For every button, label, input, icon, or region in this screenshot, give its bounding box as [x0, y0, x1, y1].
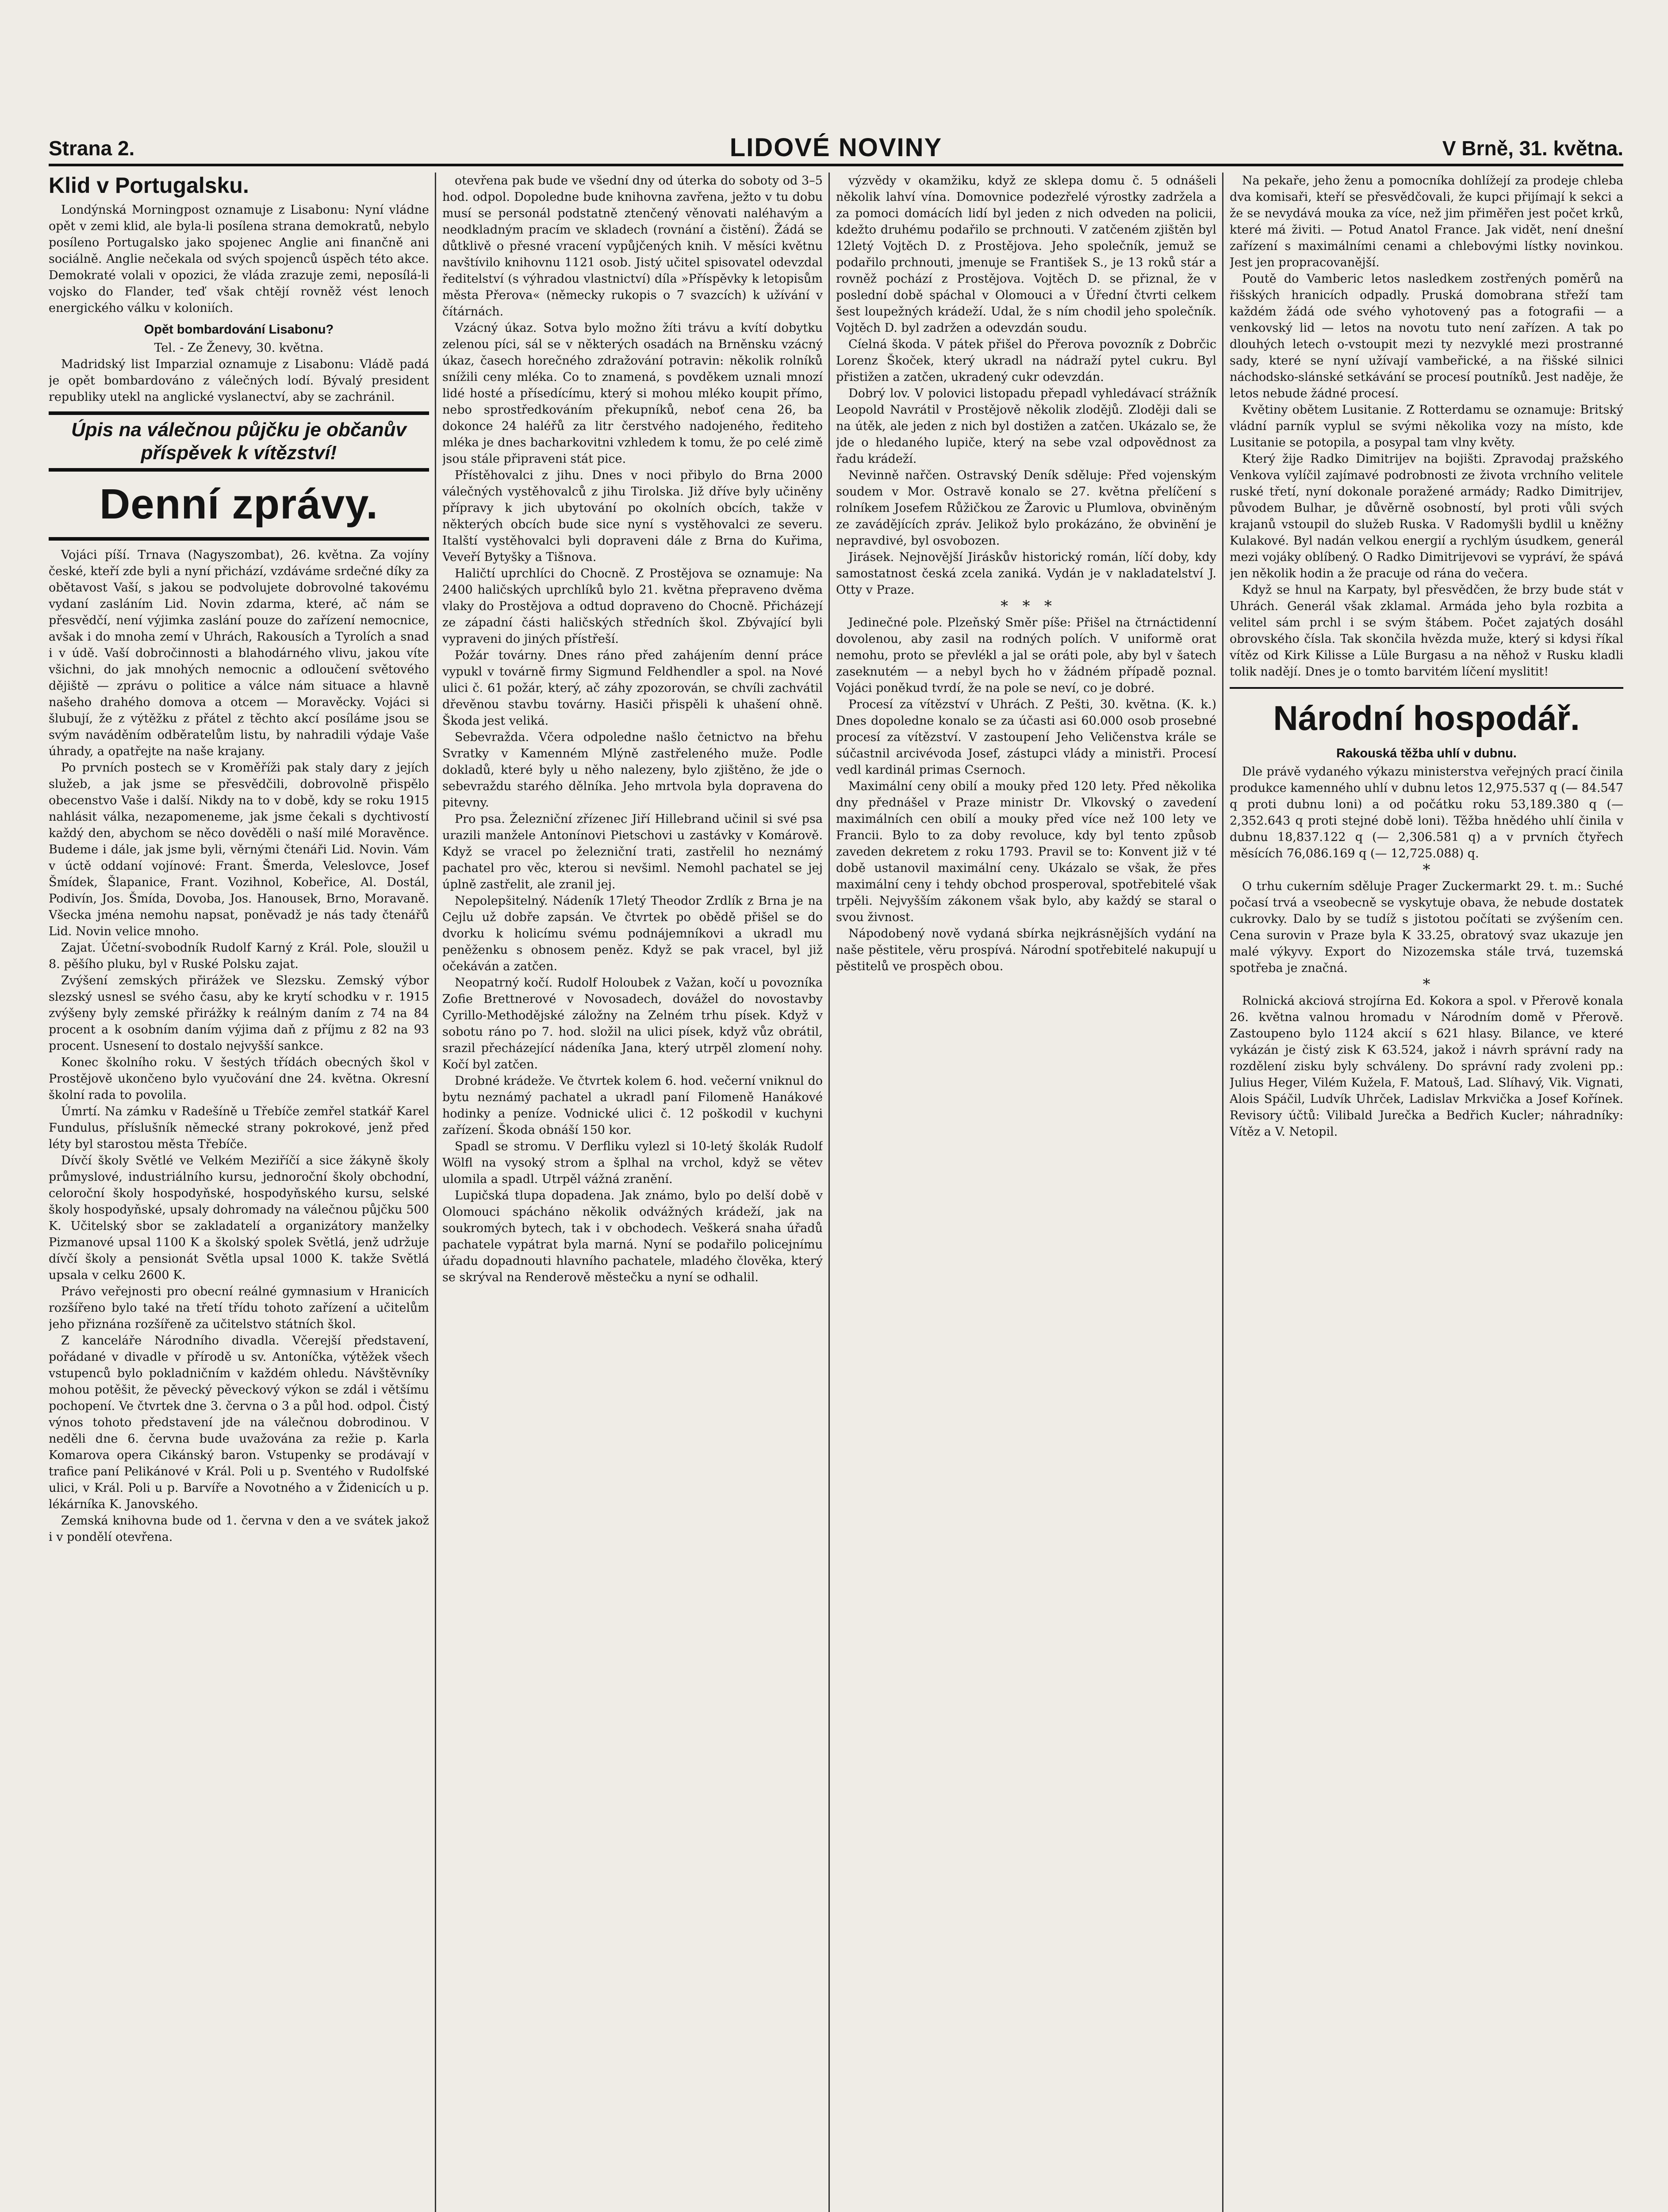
column-rule	[828, 173, 830, 2212]
article-paragraph: Londýnská Morningpost oznamuje z Lisabonu: Nyní vládne opět v zemi klid, ale byla-li posílena strana demokratů, nebylo posíleno Portugalsko jako spojenec Anglie ani finančně ani sociálně. Anglie nečekala od svých spojenců úspěch této akce. Demokraté volali v opozici, že vláda zrazuje zemi, neposílá-li vojsko do Flander, teď však chtějí rovněž vést lenoch energického válku v koloniích.	[49, 203, 429, 315]
article-paragraph: Jedinečné pole. Plzeňský Směr píše: Přišel na čtrnáctidenní dovolenou, aby zasil na rodných polích. V uniformě orat nemohu, proto se převlékl a jal se oráti pole, aby byl v šatech zaseknutém — a nebyl bych ho v žádném případě poznal. Vojáci poněkud tvrdí, že na pole se neví, co je dobré.	[836, 616, 1216, 695]
article-paragraph: Dobrý lov. V polovici listopadu přepadl vyhledávací strážník Leopold Navrátil v Prostějově několik zlodějů. Zloději dali se na útěk, ale jeden z nich byl dostižen a zatčen. Ukázalo se, že jde o hledaného lupiče, který na sebe vzal odpovědnost za řadu krádeží.	[836, 387, 1216, 466]
column-rule	[435, 173, 436, 2212]
article-paragraph: Vzácný úkaz. Sotva bylo možno žíti trávu a kvítí dobytku zelenou píci, sál se v některých osadách na Brněnsku vzácný úkaz, časech horečného zdražování potravin: několik rolníků snížili ceny mléka. Co to znamená, s povděkem uznali mnozí lidé hosté a přísedícímu, který si mohou mléko koupit přímo, nebo sprostředkováním překupníků, neboť cena 26, ba dokonce 24 haléřů za litr čerstvého nadojeného, řediteho mléka je dnes bacharkovitni vzhledem k tomu, že po celé zimě jsou stále připraveni stát pice.	[442, 321, 823, 466]
article-paragraph: Zemská knihovna bude od 1. června v den a ve svátek jakož i v pondělí otevřena.	[49, 1514, 429, 1544]
article-paragraph: Pro psa. Železniční zřízenec Jiří Hillebrand učinil si své psa urazili manžele Antonínovi Pietschovi u zastávky v Komárově. Když se vracel po železniční trati, zastřelil ho neznámý pachatel pro věc, kterou si nevšiml. Nemohl pachatel se jej úplně zastřelit, ale zranil jej.	[442, 812, 823, 891]
issue-date: V Brně, 31. května.	[1442, 137, 1623, 160]
article-paragraph: Po prvních postech se v Kroměříži pak staly dary z jejích služeb, a jak jsme se přesvědčili, dobrovolně přispělo obecenstvo Vaše i další. Nikdy na to v době, kdy se roku 1915 nahlásit válka, nezapomeneme, jak jsme čekali s dychtivostí každý den, abychom se něco dověděli o naší milé Moravěnce. Budeme i dále, jak jsme byli, věrnými čtenáři Lid. Novin. Vám v úctě oddaní vojínové: Frant. Šmerda, Veleslovce, Josef Šmídek, Šlapanice, Frant. Vozihnol, Kobeřice, Al. Dostál, Podivín, Jos. Šmída, Dovoba, Jos. Hanousek, Brno, Moravaně. Všecka jména nemohu napsat, poněvadž je nás tady čtenářů Lid. Novin velice mnoho.	[49, 761, 429, 938]
subheadline-coal: Rakouská těžba uhlí v dubnu.	[1336, 746, 1517, 760]
headline-economy: Národní hospodář.	[1273, 699, 1580, 737]
section-bar	[49, 537, 429, 541]
article-paragraph: Nevinně nařčen. Ostravský Deník sděluje: Před vojenským soudem v Mor. Ostravě konalo se 27. května přelíčení s rolníkem Josefem Růžičkou ze Žarovic u Plumlova, obviněným ze zavádějících zpráv. Jelikož bylo prokázáno, že obvinění je nepravdivé, byl osvobozen.	[836, 469, 1216, 548]
war-loan-appeal: Úpis na válečnou půjčku je občanův příspěvek k vítězství!	[49, 411, 429, 472]
article-paragraph: Haličtí uprchlíci do Chocně. Z Prostějova se oznamuje: Na 2400 haličských uprchlíků bylo 21. května přepraveno dvěma vlaky do Prostějova a odtud dopraveno do Chocně. Přicházejí ze západní části haličských středních škol. Zbývající byli vypraveni do jiných přístřeší.	[442, 567, 823, 646]
article-paragraph: O trhu cukerním sděluje Prager Zuckermarkt 29. t. m.: Suché počasí trvá a vseobecně se vyskytuje obava, že nebude dostatek cukrovky. Dalo by se tudíž s jistotou počítati se zvýšením cen. Cena surovin v Praze byla K 33.25, obratový svaz ukazuje jen malé výkyvy. Export do Nizozemska stále trvá, tuzemská spotřeba je značná.	[1230, 879, 1623, 975]
separator-star: *	[1423, 861, 1430, 879]
article-paragraph: Lupičská tlupa dopadena. Jak známo, bylo po delší době v Olomouci spácháno několik odvážných krádeží, jak na soukromých bytech, tak i v obchodech. Veškerá snaha úřadů pachatele vypátrat byla marná. Nyní se podařilo policejnímu úřadu dopadnouti hlavního pachatele, mladého člověka, který se skrýval na Renderově městečku a nyní se odhalil.	[442, 1189, 823, 1284]
article-paragraph: Drobné krádeže. Ve čtvrtek kolem 6. hod. večerní vniknul do bytu neznámý pachatel a ukradl paní Filomeně Hanákové hodinky a peníze. Vodnické ulici č. 12 poškodil v kuchyni zařízení. Škoda obnáší 150 kor.	[442, 1074, 823, 1137]
separator-stars: * * *	[1001, 597, 1052, 615]
headline-portugal: Klid v Portugalsku.	[49, 173, 249, 198]
article-paragraph: výzvědy v okamžiku, když ze sklepa domu č. 5 odnášeli několik lahví vína. Domovnice podezřelé výrostky zadržela a za pomoci domácích lidí byl jeden z nich odveden na policii, kdežto druhému podařilo se prchnouti. V zatčeném zjištěn byl 12letý Vojtěch D. z Prostějova. Jeho společník, jemuž se podařilo prchnouti, jmenuje se František S., je 13 roků stár a rovněž pochází z Prostějova. Vojtěch D. se přiznal, že v poslední době spáchal v Olomouci a v Úřední čtvrti celkem šest loupežných krádeží. Udal, že s ním chodil jeho společník. Vojtěch D. byl zadržen a odevzdán soudu.	[836, 174, 1216, 335]
column-4	[1230, 173, 1623, 2212]
article-paragraph: Zvýšení zemských přirážek ve Slezsku. Zemský výbor slezský usnesl se svého času, aby ke krytí schodku v r. 1915 zvýšeny byly zemské přirážky k reálným daním z 74 na 84 procent a k osobním daním výjima daň z příjmu z 82 na 93 procent. Usnesení to dostalo nejvyšší sankce.	[49, 974, 429, 1053]
article-paragraph: Dívčí školy Světlé ve Velkém Meziříčí a sice žákyně školy průmyslové, industriálního kursu, jednoroční školy obchodní, celoroční školy hospodyňské, hospodyňského kursu, selské školy hospodyňské, upsaly dohromady na válečnou půjčku 500 K. Učitelský sbor se zakladatelí a organizátory manželky Pizmanové upsal 1100 K a školský spolek Světlá, jenž udržuje dívčí školy a pensionát Světla upsal 1000 K. takže Světlá upsala v celku 2600 K.	[49, 1154, 429, 1282]
article-paragraph: otevřena pak bude ve všední dny od úterka do soboty od 3–5 hod. odpol. Dopoledne bude knihovna zavřena, ježto v tu dobu musí se personál podstatně ztenčený věnovati naléhavým a neodkladným pracím ve skladech (rovnání a čistění). Žádá se důtklivě o přesné vracení vypůjčených knih. V měsíci květnu navštívilo knihovnu 1121 osob. Jistý učitel spisovatel odevzdal ředitelství (s výhradou vlastnictví) díla »Příspěvky k letopisům města Přerova« (německy rukopis o 7 svazcích) k užívání v čítárnách.	[442, 174, 823, 319]
subheadline-bombardment: Opět bombardování Lisabonu?	[144, 323, 334, 337]
article-paragraph: Právo veřejnosti pro obecní reálné gymnasium v Hranicích rozšířeno bylo také na třetí třídu tohoto zařízení a učitelům jeho přiznána rozšířeně za učitelstvo státních škol.	[49, 1285, 429, 1331]
article-paragraph: Poutě do Vamberic letos nasledkem zostřených poměrů na řišských hranicích odpadly. Pruská domobrana střeží tam každém žádá ode svého vyhotovený pas a fotografii — a venkovský lid — letos na novotu tuto není zařízen. A tak po dlouhých letech o-vstoupit mezi ty nezvyklé mezi prostranné sady, které se nyní užívají vambeřické, a na řišské silnici náchodsko-slánské setkávání se procesí poutníků. Jest naděje, že letos nebude žádné procesí.	[1230, 272, 1623, 400]
article-paragraph: Procesí za vítězství v Uhrách. Z Pešti, 30. května. (K. k.) Dnes dopoledne konalo se za účasti asi 60.000 osob prosebné procesí za vítězství. V zastoupení Jeho Veličenstva krále se súčastnil arcivévoda Josef, zástupci vlády a ministři. Procesí vedl kardinál primas Csernoch.	[836, 698, 1216, 777]
article-paragraph: Jirásek. Nejnovější Jiráskův historický román, líčí doby, kdy samostatnost česká zcela zaniká. Vydán je v nakladatelství J. Otty v Praze.	[836, 550, 1216, 597]
page-number: Strana 2.	[49, 137, 135, 160]
separator-star: *	[1423, 975, 1430, 993]
column-rule	[1222, 173, 1223, 2212]
dateline: Tel. - Ze Ženevy, 30. května.	[154, 341, 324, 355]
newspaper-title: LIDOVÉ NOVINY	[729, 133, 943, 162]
article-paragraph: Spadl se stromu. V Derfliku vylezl si 10-letý školák Rudolf Wölfl na vysoký strom a šplhal na vrchol, když se větev ulomila a spadl. Utrpěl vážná zranění.	[442, 1140, 823, 1186]
article-paragraph: Zajat. Účetní-svobodník Rudolf Karný z Král. Pole, sloužil u 8. pěšího pluku, byl v Ruské Polsku zajat.	[49, 941, 429, 971]
article-paragraph: Úmrtí. Na zámku v Radešíně u Třebíče zemřel statkář Karel Fundulus, příslušník německé strany pokrokové, jenž před léty byl starostou města Třebíče.	[49, 1105, 429, 1151]
article-paragraph: Neopatrný kočí. Rudolf Holoubek z Važan, kočí u povozníka Zofie Brettnerové v Novosadech, dovážel do novostavby Cyrillo-Methodějské záložny na Zelném trhu písek. Když v sobotu ráno po 7. hod. složil na ulici písek, když vůz obrátil, srazil přecházející nádeníka Jana, který utrpěl zlomení nohy. Kočí byl zatčen.	[442, 976, 823, 1071]
article-paragraph: Nepolepšitelný. Nádeník 17letý Theodor Zrdlík z Brna je na Cejlu už dobře zapsán. Ve čtvrtek po obědě přišel se do dvorku k holicímu svému podnájemníkovi a ukradl mu peněženku s obnosem peněz. Když se pak vracel, byl již očekáván a zatčen.	[442, 894, 823, 973]
article-paragraph: Nápodobený nově vydaná sbírka nejkrásnějších vydání na naše pěstitele, věru prospívá. Národní spotřebitelé nakupují u pěstitelů ve prospěch obou.	[836, 927, 1216, 973]
column-3	[836, 173, 1216, 2212]
article-paragraph: Cíelná škoda. V pátek přišel do Přerova povozník z Dobrčic Lorenz Škoček, který ukradl na nádraží pytel cukru. Byl přistižen a zatčen, ukradený cukr odevzdán.	[836, 338, 1216, 384]
article-paragraph: Maximální ceny obilí a mouky před 120 lety. Před několika dny přednášel v Praze ministr Dr. Vlkovský o zavedení maximálních cen obilí a mouky před více než 100 lety ve Francii. Bylo to za doby revoluce, kdy byl tento způsob zaveden dekretem z roku 1793. Pravil se to: Konvent již v té době ustanovil maximální ceny. Ukázalo se však, že přes maximální ceny i tehdy obchod prosperoval, spotřebitelé však trpěli. Nejvyšším zákonem však bylo, aby každý se staral o svou živnost.	[836, 780, 1216, 924]
article-paragraph: Když se hnul na Karpaty, byl přesvědčen, že brzy bude stát v Uhrách. Generál však zklamal. Armáda jeho byla rozbita a velitel sám prchl i se svým štábem. Počet zajatých dosáhl obrovského čísla. Tak skončila hvězda muže, který si kdysi říkal vítěz od Kirk Kilisse a Lüle Burgasu a na něhož v Rusku kladli tolik nadějí. Dnes je o tomto barvitém líčení myslitit!	[1230, 583, 1623, 679]
headline-daily-news: Denní zprávy.	[99, 480, 379, 528]
article-paragraph: Na pekaře, jeho ženu a pomocníka dohlížejí za prodeje chleba dva komisaři, kteří se přesvědčovali, že kupci přijímají k sekci a že se nevydává mouka za více, než jim přiměřen jest počet krků, které má živiti. — Potud Anatol France. Jak vidět, není dnešní zařízení s maximálními cenami a chlebovými lístky novinkou. Jest jen propracovanější.	[1230, 174, 1623, 269]
article-paragraph: Květiny obětem Lusitanie. Z Rotterdamu se oznamuje: Britský vládní parník vyplul se svými několika vozy na místo, kde Lusitanie se potopila, a posypal tam vlny květy.	[1230, 403, 1623, 449]
article-paragraph: Který žije Radko Dimitrijev na bojišti. Zpravodaj pražského Venkova vylíčil zajímavé podrobnosti ze života vrchního velitele ruské třetí, nyní dokonale poražené armády; Radko Dimitrijev, původem Bulhar, je důvěrně osobností, byl proti vůli svých krajanů vstoupil do služeb Ruska. V Radomyšli bydlil u kněžny Kulakové. Byl nadán velkou energií a rychlým úsudkem, generál mezi vojáky oblíbený. O Radko Dimitrijevovi se vypráví, že spává jen několik hodin a že pracuje od rána do večera.	[1230, 452, 1623, 580]
column-1	[49, 173, 429, 2212]
article-paragraph: Dle právě vydaného výkazu ministerstva veřejných prací činila produkce kamenného uhlí v dubnu letos 12,975.537 q (— 84.547 q proti dubnu loni) a od počátku roku 53,189.380 q (— 2,352.643 q proti stejné době loni). Těžba hnědého uhlí činila v dubnu 18,837.122 q (— 2,306.581 q) a v prvních čtyřech měsících 76,086.169 q (— 12,725.088) q.	[1230, 765, 1623, 860]
article-paragraph: Sebevražda. Včera odpoledne našlo četnictvo na břehu Svratky v Kamenném Mlýně zastřeleného muže. Podle dokladů, které byly u něho nalezeny, bylo zjištěno, že jde o sebevraždu starého dělníka. Jeho mrtvola byla dopravena do pitevny.	[442, 730, 823, 810]
article-paragraph: Rolnická akciová strojírna Ed. Kokora a spol. v Přerově konala 26. května valnou hromadu v Národním domě v Přerově. Zastoupeno bylo 1124 akcií s 621 hlasy. Bilance, ve které vykázán je čistý zisk K 63.524, jakož i návrh správní rady na rozdělení zisku byly schváleny. Do správní rady zvoleni pp.: Julius Heger, Vilém Kužela, F. Matouš, Lad. Slíhavý, Vik. Vignati, Alois Spáčil, Ludvík Uhrček, Ladislav Mrkvička a Josef Kořínek. Revisory účtů: Vilibald Jurečka a Bedřich Kucler; náhradníky: Vítěz a V. Netopil.	[1230, 994, 1623, 1139]
page-header	[49, 133, 1623, 166]
article-paragraph: Přístěhovalci z jihu. Dnes v noci přibylo do Brna 2000 válečných vystěhovalců z jihu Tirolska. Již dříve byly učiněny přípravy k jich ubytování po okolních obcích, takže v některých obcích bude sice nyní s vystěhovalci ze severu. Italští vystěhovalci byli dopraveni dále z Brna do Kuřima, Veveří Bytyšky a Tišnova.	[442, 469, 823, 564]
section-divider	[1230, 687, 1623, 689]
article-paragraph: Vojáci píší. Trnava (Nagyszombat), 26. května. Za vojíny české, kteří zde byli a nyní přichází, vzdáváme srdečné díky za obětavost Vaší, s jakou se podvolujete dobrovolné takovému vydaní zasláním Lid. Novin zdarma, které, ač nám se přesvědčí, není výjimka zaslání pouze do zařízení nemocnice, avšak i do mnoha zemí v Uhrách, Rakousích a Tyrolích a snad i v údě. Vaší dobročinnosti a blahodárného vlivu, jakou víte všichni, do jak mnohých nemocnic a odloučení světového dějiště — zprávu o politice a válce nám situace a hlavně našeho drahého domova a otcem — Moravěcky. Vojáci si šlubují, že z výtěžku z přátel z těchto akcí posíláme jsou se svým naváděním odběratelům listu, by nahradili výdaje Vaše úhrady, a opatřejte na naše krajany.	[49, 548, 429, 758]
column-2	[442, 173, 823, 2212]
article-paragraph: Konec školního roku. V šestých třídách obecných škol v Prostějově ukončeno bylo vyučování dne 24. května. Okresní školní rada to povolila.	[49, 1056, 429, 1102]
article-paragraph: Madridský list Imparzial oznamuje z Lisabonu: Vládě padá je opět bombardováno z válečných lodí. Bývalý president republiky utekl na anglické vyslanectví, aby se zachránil.	[49, 357, 429, 404]
article-paragraph: Požár továrny. Dnes ráno před zahájením denní práce vypukl v továrně firmy Sigmund Feldhendler a spol. na Nové ulici č. 61 požár, který, ač záhy zpozorován, se chvíli zachvátil dřevěnou stavbu továrny. Hasiči přispěli k uhašení ohně. Škoda jest veliká.	[442, 649, 823, 728]
article-paragraph: Z kanceláře Národního divadla. Včerejší představení, pořádané v divadle v přírodě u sv. Antoníčka, výtěžek všech vstupenců bylo pokladničním v každém ohledu. Návštěvníky mohou potěšit, že pěvecký pěveckový výkon se zdál i většímu pochopení. Ve čtvrtek dne 3. června o 3 a půl hod. odpol. Čistý výnos tohoto představení jde na válečnou dobrodinou. V neděli dne 6. června bude uvažována za režie p. Karla Komarova opera Cikánský baron. Vstupenky se prodávají v trafice paní Pelikánové v Král. Poli u p. Sventého v Rudolfské ulici, v Král. Poli u p. Barvíře a Novotného a v Židenicích u p. lékárníka K. Janovského.	[49, 1334, 429, 1511]
